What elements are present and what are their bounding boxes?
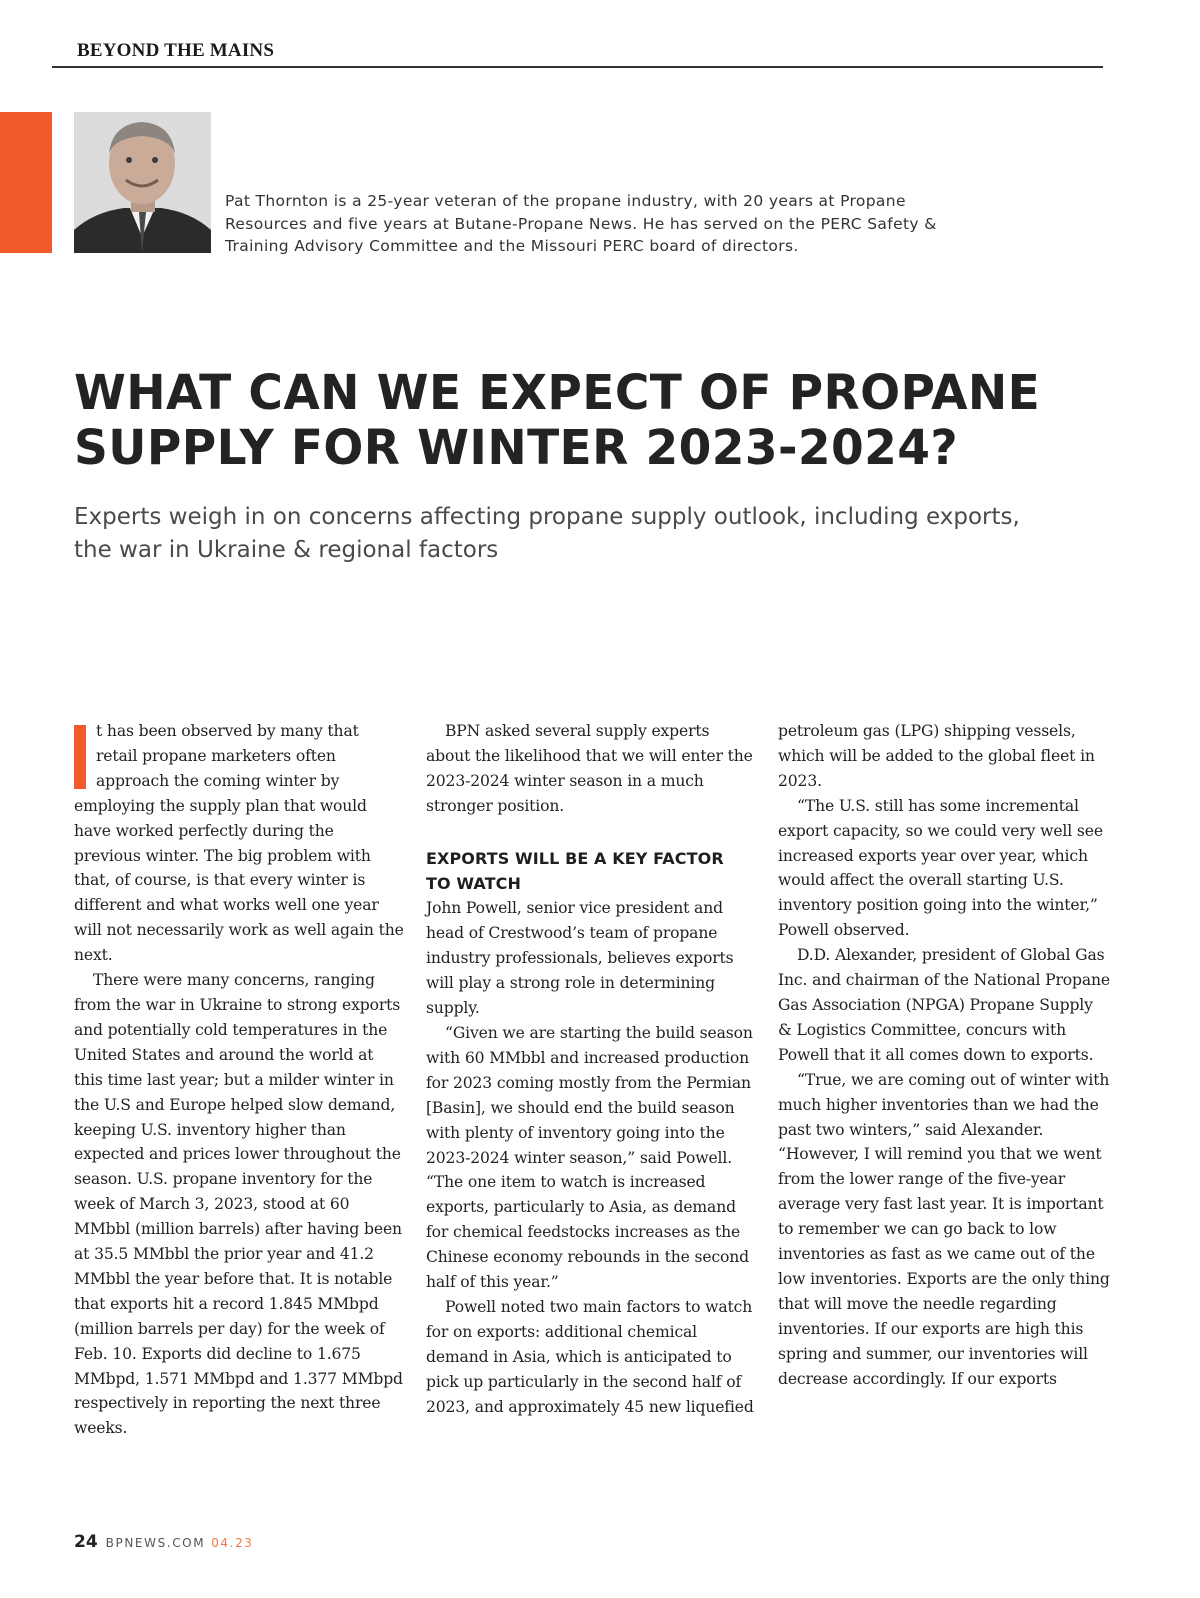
paragraph: John Powell, senior vice president and head of Crestwood’s team of propane industry professionals, believes exports will play a strong role in determining supply. <box>426 899 734 1018</box>
paragraph: “Given we are starting the build season with 60 MMbbl and increased production for 2023 coming mostly from the Permian [Basin], we should end the build season with plenty of inventory going into the 2023-2024 winter season,” said Powell. “The one item to watch is increased exports, particularly to Asia, as demand for chemical feedstocks increases as the Chinese economy rebounds in the second half of this year.” <box>426 1023 753 1292</box>
author-photo <box>74 112 211 253</box>
deck-line-2: the war in Ukraine & regional factors <box>74 537 499 563</box>
paragraph: “True, we are coming out of winter with much higher inventories than we had the past two winters,” said Alexander. “However, I will remind you that we went from the lower range of the five-year average very fast last year. It is important to remember we can go back to low inventories as fast as we came out of the low inventories. Exports are the only thing that will move the needle regarding inventories. If our exports are high this spring and summer, our inventories will decrease accordingly. If our exports <box>778 1070 1110 1388</box>
accent-tab <box>0 112 52 253</box>
subhead-line-2: TO WATCH <box>426 873 522 893</box>
deck-line-1: Experts weigh in on concerns affecting propane supply outlook, including exports, <box>74 504 1020 530</box>
paragraph: There were many concerns, ranging from the war in Ukraine to strong exports and potentially cold temperatures in the United States and around the world at this time last year; but a milder winter in the U.S and Europe helped slow demand, keeping U.S. inventory higher than expected and prices lower throughout the season. U.S. propane inventory for the week of March 3, 2023, stood at 60 MMbbl (million barrels) after having been at 35.5 MMbbl the prior year and 41.2 MMbbl the year before that. It is notable that exports hit a record 1.845 MMbpd (million barrels per day) for the week of Feb. 10. Exports did decline to 1.675 MMbpd, 1.571 MMbpd and 1.377 MMbpd respectively in reporting the next three weeks. <box>74 971 403 1438</box>
drop-cap <box>74 725 86 789</box>
site-url: BPNEWS.COM <box>105 1536 206 1550</box>
headline-line-1: WHAT CAN WE EXPECT OF PROPANE <box>74 365 1041 421</box>
paragraph: “The U.S. still has some incremental export capacity, so we could very well see increased exports year over year, which would affect the overall starting U.S. inventory position going into the winter,” Powell observed. <box>778 796 1103 940</box>
paragraph: Powell noted two main factors to watch for on exports: additional chemical demand in Asia, which is anticipated to pick up particularly in the second half of 2023, and approximately 45 new liquefied <box>426 1297 754 1416</box>
article-deck <box>74 501 1034 567</box>
body-column-2 <box>426 719 758 1419</box>
body-column-1 <box>74 719 404 1441</box>
page-footer <box>74 1532 254 1552</box>
author-bio: Pat Thornton is a 25-year veteran of the propane industry, with 20 years at Propane Resources and five years at Butane-Propane News. He has served on the PERC Safety & Training Advisory Committee and the Missouri PERC board of directors. <box>225 192 937 255</box>
paragraph: t has been observed by many that retail propane marketers often approach the coming winter by employing the supply plan that would have worked perfectly during the previous winter. The big problem with that, of course, is that every winter is different and what works well one year will not necessarily work as well again the next. <box>74 722 404 965</box>
header-rule <box>52 66 1103 68</box>
issue-date: 04.23 <box>211 1536 254 1550</box>
body-column-3 <box>778 719 1110 1391</box>
page-number: 24 <box>74 1532 98 1552</box>
section-label: BEYOND THE MAINS <box>77 40 275 61</box>
subhead-line-1: EXPORTS WILL BE A KEY FACTOR <box>426 848 724 868</box>
section-subhead <box>426 847 758 897</box>
paragraph: petroleum gas (LPG) shipping vessels, which will be added to the global fleet in 2023. <box>778 722 1095 790</box>
paragraph: BPN asked several supply experts about the likelihood that we will enter the 2023-2024 winter season in a much stronger position. <box>426 722 753 815</box>
author-portrait-illustration <box>74 112 211 253</box>
article-headline <box>74 366 1103 476</box>
headline-line-2: SUPPLY FOR WINTER 2023-2024? <box>74 420 959 476</box>
paragraph: D.D. Alexander, president of Global Gas Inc. and chairman of the National Propane Gas Association (NPGA) Propane Supply & Logistics Committee, concurs with Powell that it all comes down to exports. <box>778 946 1110 1064</box>
